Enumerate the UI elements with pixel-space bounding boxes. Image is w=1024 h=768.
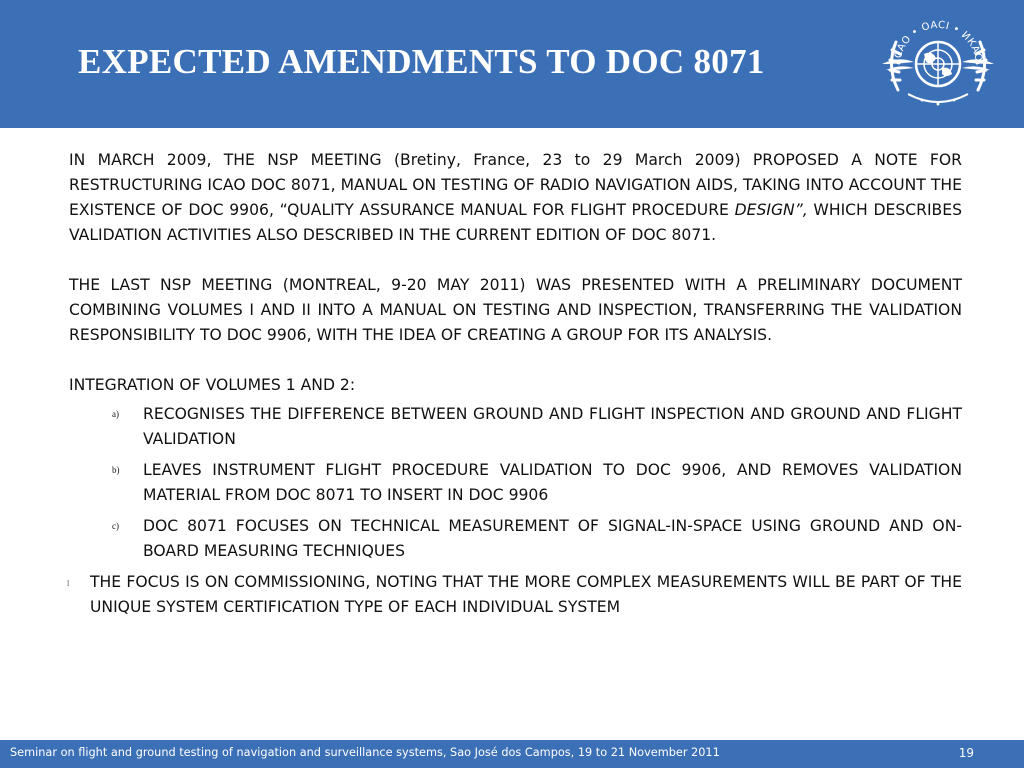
slide-title: EXPECTED AMENDMENTS TO DOC 8071 (78, 42, 765, 81)
page-number: 19 (958, 746, 974, 760)
bullet-item-text: THE FOCUS IS ON COMMISSIONING, NOTING THAT THE MORE COMPLEX MEASUREMENTS WILL BE PART OF THE UNIQUE SYSTEM CERTIFICATION TYPE OF EACH INDIVIDUAL SYSTEM (90, 573, 962, 616)
title-bar (0, 0, 1024, 128)
bullet-marker: l (67, 579, 70, 588)
bullet-item-focus (67, 570, 962, 620)
footer-bar (0, 740, 1024, 768)
footer-text: Seminar on flight and ground testing of navigation and surveillance systems, Sao José dos Campos, 19 to 21 November 2011 (10, 746, 720, 759)
list-marker: c) (112, 521, 119, 531)
list-marker: b) (112, 465, 120, 475)
list-item (112, 402, 962, 452)
paragraph-nsp-2009 (69, 148, 962, 248)
integration-heading: INTEGRATION OF VOLUMES 1 AND 2: (69, 376, 356, 394)
paragraph-nsp-2011: THE LAST NSP MEETING (MONTREAL, 9-20 MAY 2011) WAS PRESENTED WITH A PRELIMINARY DOCUMENT COMBINING VOLUMES I AND II INTO A MANUAL ON TESTING AND INSPECTION, TRANSFERRING THE VALIDATION RESPONSIBILITY TO DOC 9906, WITH THE IDEA OF CREATING A GROUP FOR ITS ANALYSIS. (69, 276, 962, 344)
list-item (112, 514, 962, 564)
paragraph-1-text: IN MARCH 2009, THE NSP MEETING (Bretiny, France, 23 to 29 March 2009) PROPOSED A NOTE FOR RESTRUCTURING ICAO DOC 8071, MANUAL ON TESTING OF RADIO NAVIGATION AIDS, TAKING INTO ACCOUNT THE EXISTENCE OF DOC 9906, “QUALITY ASSURANCE MANUAL FOR FLIGHT PROCEDURE (69, 151, 962, 219)
list-item-text: DOC 8071 FOCUSES ON TECHNICAL MEASUREMENT OF SIGNAL-IN-SPACE USING GROUND AND ON-BOARD MEASURING TECHNIQUES (143, 517, 962, 560)
list-item-text: RECOGNISES THE DIFFERENCE BETWEEN GROUND AND FLIGHT INSPECTION AND GROUND AND FLIGHT VALIDATION (143, 405, 962, 448)
icao-emblem-icon (878, 6, 998, 122)
paragraph-1-text-end: WHICH DESCRIBES VALIDATION ACTIVITIES ALSO DESCRIBED IN THE CURRENT EDITION OF DOC 8071. (69, 201, 962, 244)
list-marker: a) (112, 409, 119, 419)
logo-text: ICAO • OACI • ИКАО (892, 19, 984, 63)
list-item (112, 458, 962, 508)
paragraph-1-italic: DESIGN”, (734, 201, 808, 219)
slide-body (69, 148, 962, 620)
list-item-text: LEAVES INSTRUMENT FLIGHT PROCEDURE VALIDATION TO DOC 9906, AND REMOVES VALIDATION MATERIAL FROM DOC 8071 TO INSERT IN DOC 9906 (143, 461, 962, 504)
